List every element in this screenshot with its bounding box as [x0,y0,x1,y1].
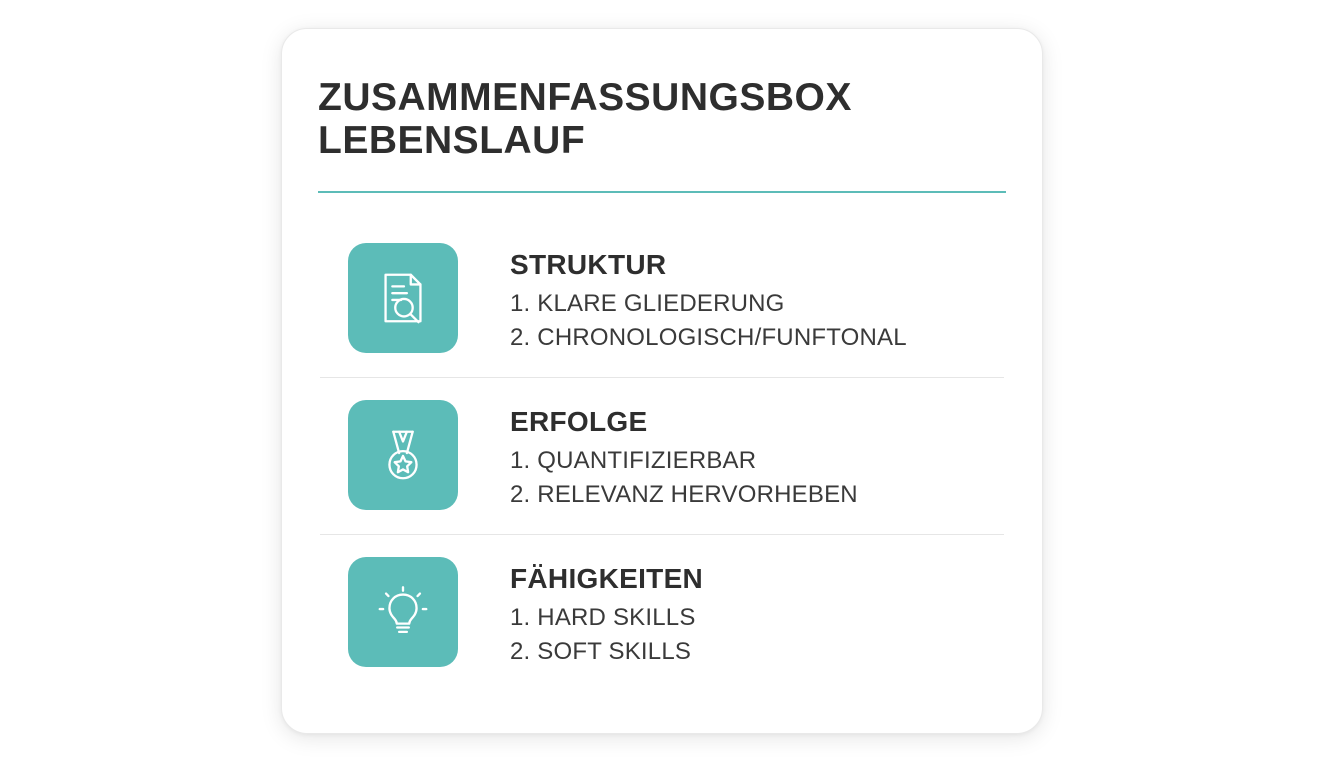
section-text-faehigkeiten [458,557,703,669]
award-medal-icon [348,400,458,510]
list-item: 1. HARD SKILLS [510,604,696,632]
list-item: 1. QUANTIFIZIERBAR [510,446,757,474]
section-text-erfolge [458,400,858,512]
section-list [282,221,1042,691]
title-underline [318,191,1006,193]
section-heading: FÄHIGKEITEN [510,563,704,595]
list-item: 2. SOFT SKILLS [510,638,692,666]
summary-card [281,28,1043,734]
list-item: 2. CHRONOLOGISCH/FUNFTONAL [510,323,907,351]
section-items [510,601,703,669]
section-heading: ERFOLGE [510,405,648,437]
section-row-erfolge [318,378,1006,534]
page-title: ZUSAMMENFASSUNGSBOX LEBENSLAUF [318,76,852,162]
section-row-faehigkeiten [318,535,1006,691]
list-item: 1. KLARE GLIEDERUNG [510,289,785,317]
document-search-icon [348,243,458,353]
section-row-struktur [318,221,1006,377]
section-text-struktur [458,243,907,355]
list-item: 2. RELEVANZ HERVORHEBEN [510,481,858,509]
lightbulb-icon [348,557,458,667]
section-items [510,287,907,355]
section-items [510,444,858,512]
section-heading: STRUKTUR [510,248,667,280]
